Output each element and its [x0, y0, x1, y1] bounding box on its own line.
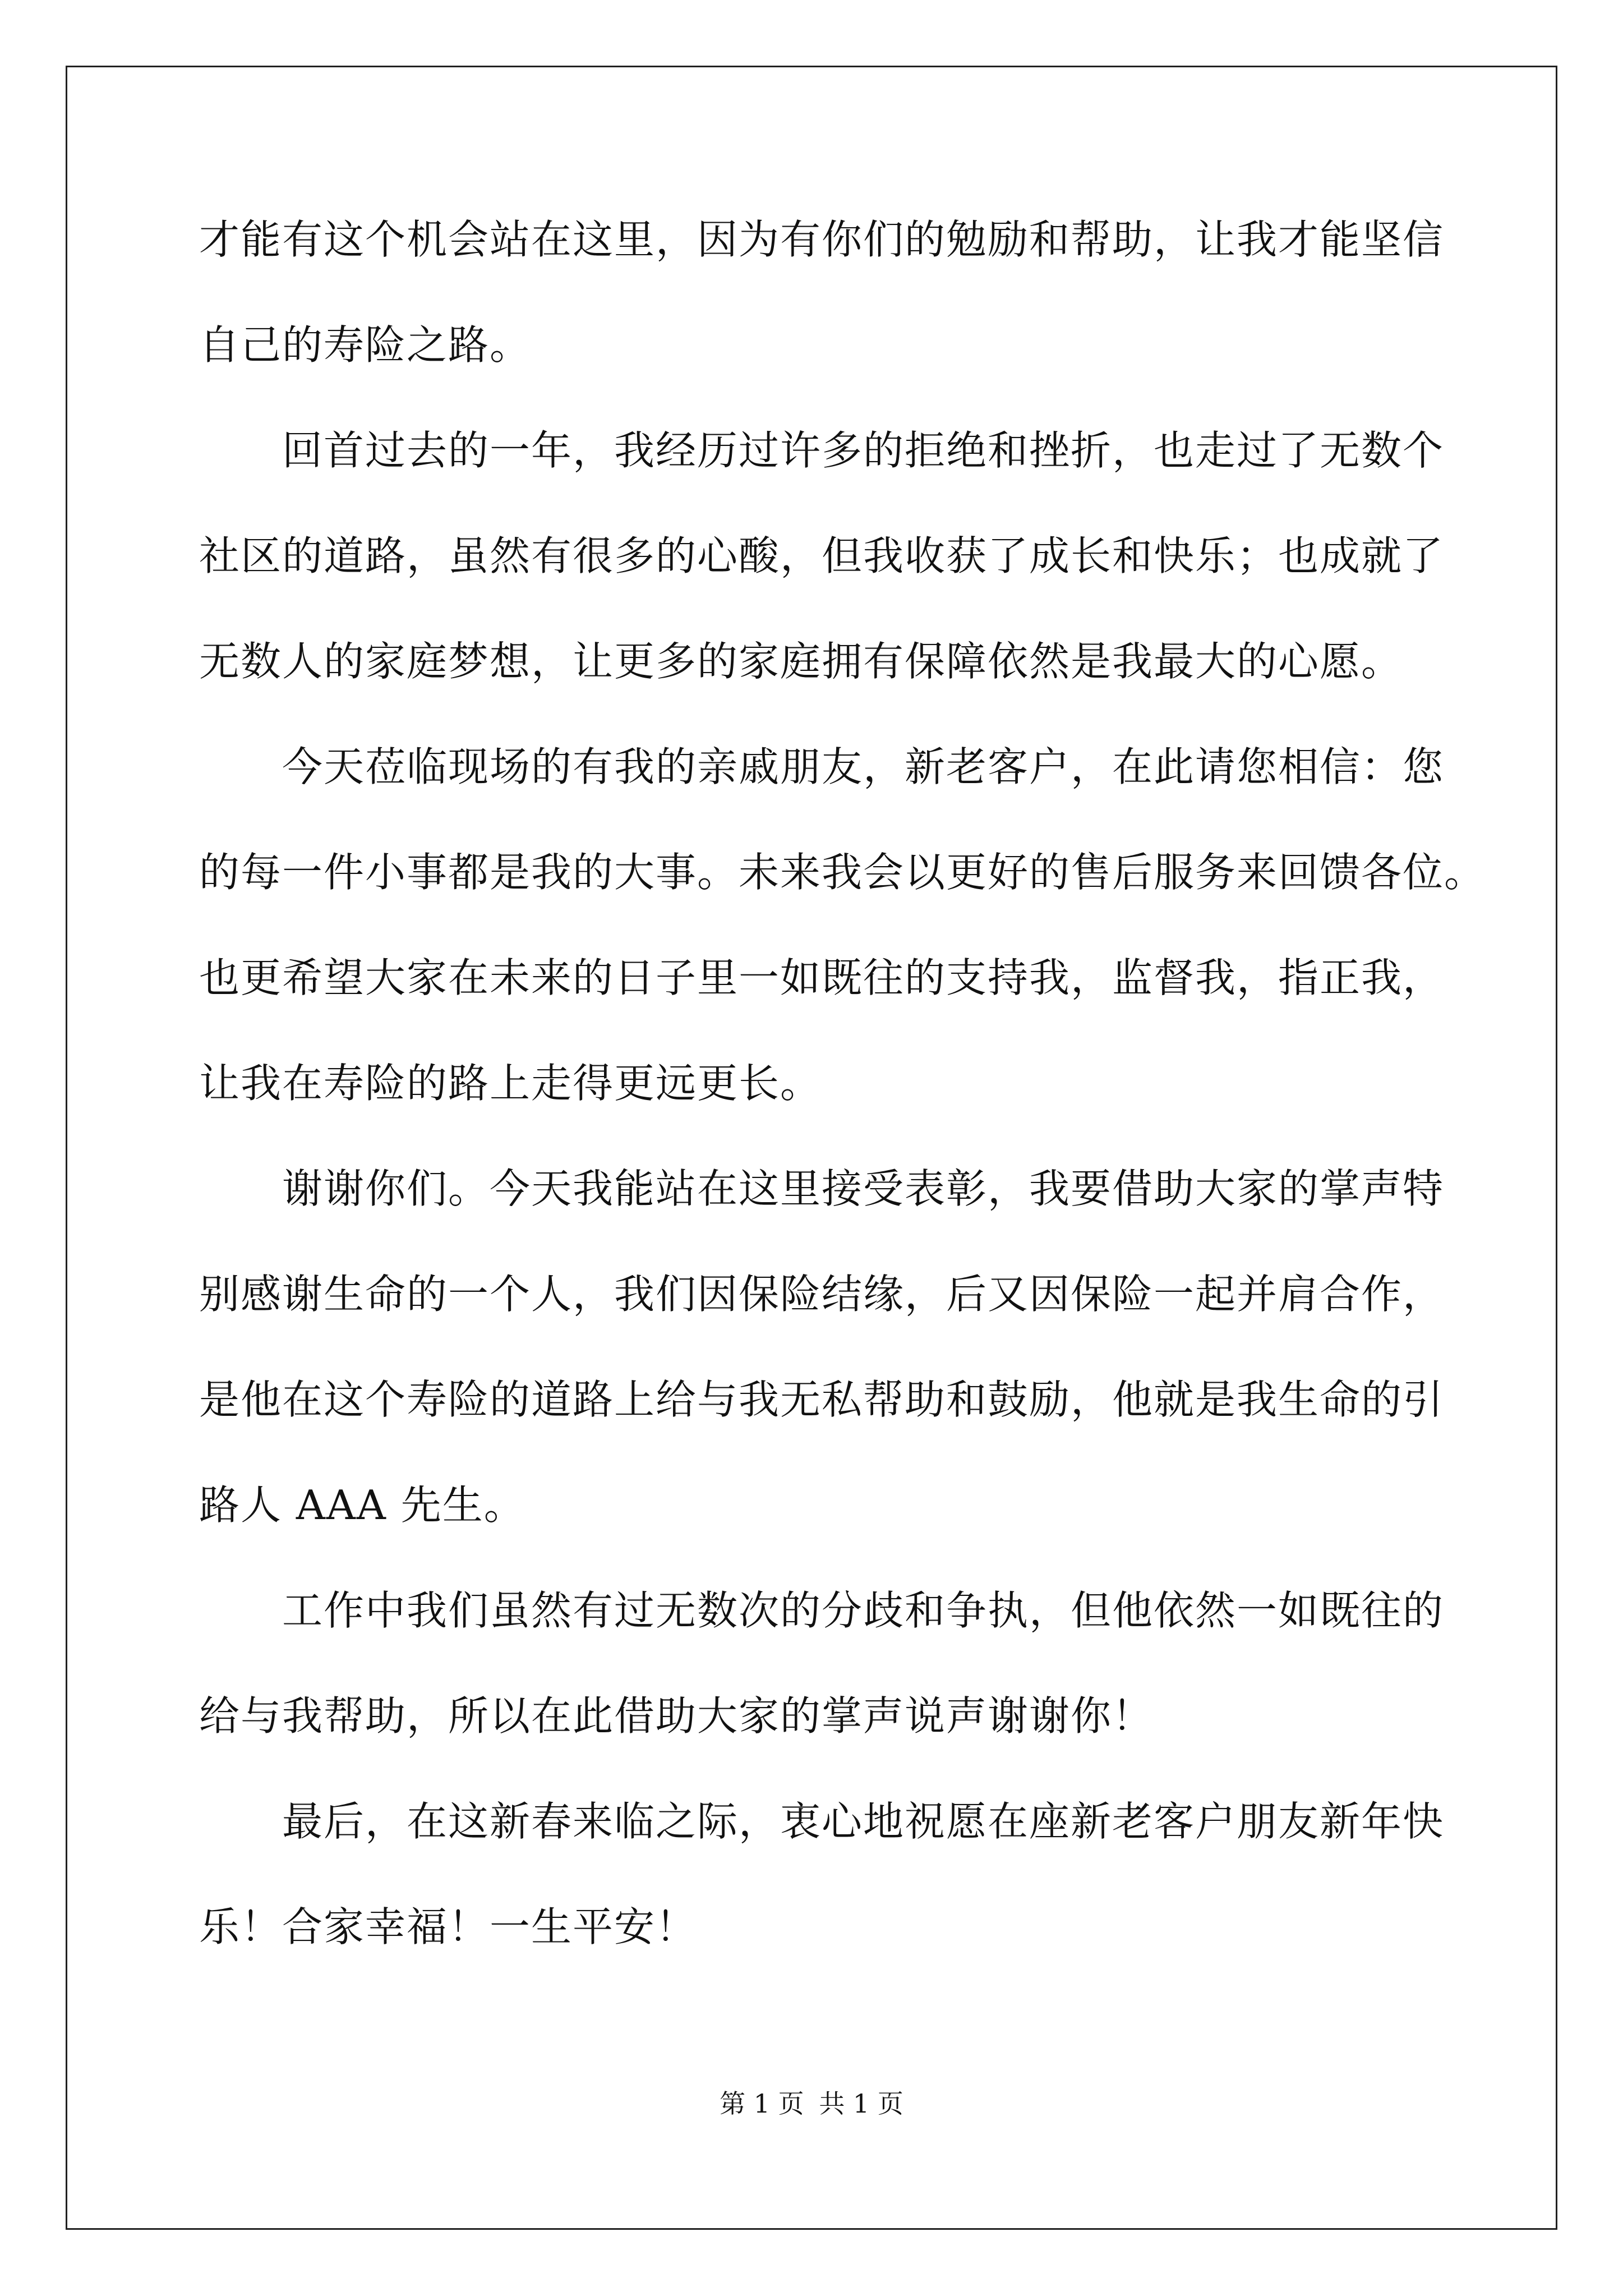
- text-line: 是他在这个寿险的道路上给与我无私帮助和鼓励，他就是我生命的引: [199, 1376, 1445, 1423]
- text-line: 的每一件小事都是我的大事。未来我会以更好的售后服务来回馈各位。: [199, 849, 1486, 896]
- page-number: 第 1 页: [720, 2088, 804, 2119]
- paragraph-2: [199, 424, 1445, 688]
- text-line: 工作中我们虽然有过无数次的分歧和争执，但他依然一如既往的: [282, 1587, 1445, 1634]
- text-line: 也更希望大家在未来的日子里一如既往的支持我，监督我，指正我，: [199, 954, 1445, 1001]
- text-line: 才能有这个机会站在这里，因为有你们的勉励和帮助，让我才能坚信: [199, 216, 1445, 263]
- text-line: 回首过去的一年，我经历过许多的拒绝和挫折，也走过了无数个: [282, 427, 1445, 474]
- text-line: 让我在寿险的路上走得更远更长。: [199, 1060, 822, 1107]
- page-total: 共 1 页: [819, 2088, 903, 2119]
- page-footer: [0, 2087, 1623, 2120]
- paragraph-3: [199, 740, 1486, 1110]
- text-line: 无数人的家庭梦想，让更多的家庭拥有保障依然是我最大的心愿。: [199, 638, 1403, 685]
- document-body: [199, 213, 1486, 1953]
- text-line: 谢谢你们。今天我能站在这里接受表彰，我要借助大家的掌声特: [282, 1165, 1445, 1212]
- text-line: 路人 AAA 先生。: [199, 1481, 525, 1529]
- text-line: 别感谢生命的一个人，我们因保险结缘，后又因保险一起并肩合作，: [199, 1271, 1445, 1318]
- paragraph-4: [199, 1162, 1445, 1531]
- text-line: 乐！合家幸福！一生平安！: [199, 1903, 698, 1950]
- text-line: 自己的寿险之路。: [199, 321, 532, 369]
- paragraph-1: [199, 213, 1445, 371]
- text-line: 社区的道路，虽然有很多的心酸，但我收获了成长和快乐；也成就了: [199, 532, 1445, 579]
- text-line: 最后，在这新春来临之际，衷心地祝愿在座新老客户朋友新年快: [282, 1798, 1445, 1845]
- paragraph-6: [199, 1795, 1445, 1953]
- paragraph-5: [199, 1584, 1445, 1742]
- text-line: 给与我帮助，所以在此借助大家的掌声说声谢谢你！: [199, 1692, 1154, 1740]
- text-line: 今天莅临现场的有我的亲戚朋友，新老客户，在此请您相信：您: [282, 743, 1445, 790]
